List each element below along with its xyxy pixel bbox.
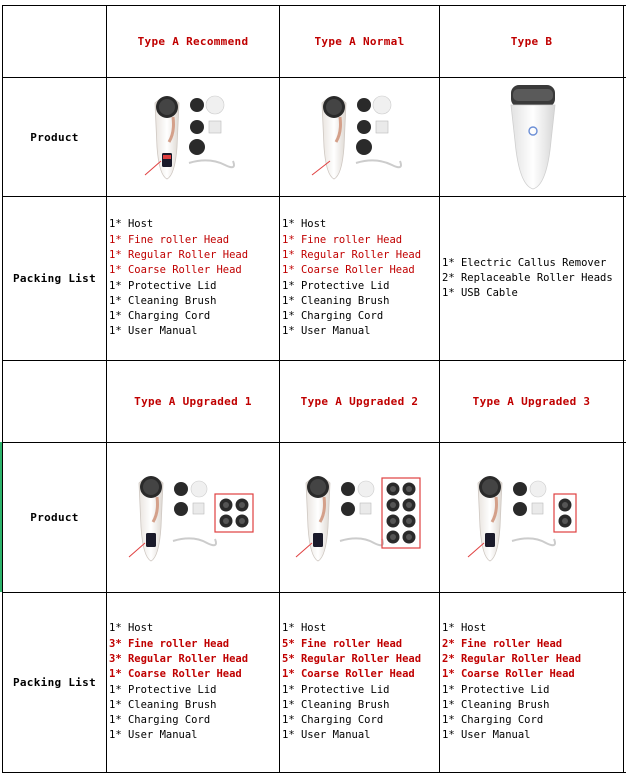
type-a-upgraded-3-header: Type A Upgraded 3: [472, 395, 591, 408]
packing-list-item: 1* Host: [282, 218, 327, 231]
grid-line: [2, 772, 626, 773]
packing-list-item: 1* Protective Lid: [282, 279, 390, 292]
packing-list-type-a-upgraded-2: [280, 593, 439, 772]
packing-list-type-a-recommend: [107, 197, 279, 360]
packing-list-item: 1* Charging Cord: [442, 714, 544, 727]
packing-list-item: 5* Fine roller Head: [282, 637, 403, 650]
type-a-upgraded-2-header: Type A Upgraded 2: [300, 395, 419, 408]
packing-list-item: 1* Host: [109, 622, 154, 635]
product-image-type-a-upgraded-3: [440, 443, 623, 592]
product-row-label: Product: [30, 511, 79, 524]
packing-list-item: 1* User Manual: [282, 729, 371, 742]
packing-list-item: 1* Regular Roller Head: [109, 248, 249, 261]
packing-list-item: 1* User Manual: [109, 325, 198, 338]
packing-list-type-b: [440, 197, 623, 360]
packing-list-item: 1* Charging Cord: [282, 714, 384, 727]
product-image-type-a-recommend: [107, 78, 279, 196]
packing-list-type-a-upgraded-1: [107, 593, 279, 772]
packing-list-item: 2* Replaceable Roller Heads: [442, 271, 613, 284]
packing-list-item: 1* Coarse Roller Head: [442, 668, 575, 681]
packing-list-item: 1* Regular Roller Head: [282, 248, 422, 261]
packing-list-item: 1* Cleaning Brush: [282, 294, 390, 307]
packing-list-item: 1* Protective Lid: [282, 683, 390, 696]
packing-list-item: 1* Fine roller Head: [109, 233, 230, 246]
product-image-type-a-upgraded-1: [107, 443, 279, 592]
packing-list-item: 1* Coarse Roller Head: [282, 264, 415, 277]
packing-list-item: 1* USB Cable: [442, 287, 518, 300]
packing-list-row-label: Packing List: [12, 272, 97, 285]
packing-list-item: 1* Protective Lid: [442, 683, 550, 696]
packing-list-item: 1* Coarse Roller Head: [109, 668, 242, 681]
packing-list-item: 1* Host: [442, 622, 487, 635]
packing-list-item: 1* User Manual: [109, 729, 198, 742]
packing-list-item: 3* Regular Roller Head: [109, 652, 249, 665]
type-a-normal-header: Type A Normal: [314, 35, 405, 48]
packing-list-row-label: Packing List: [12, 676, 97, 689]
device-with-highlighted-heads-icon: [290, 463, 430, 573]
packing-list-item: 1* Cleaning Brush: [109, 698, 217, 711]
packing-list-item: 2* Regular Roller Head: [442, 652, 582, 665]
type-a-recommend-header: Type A Recommend: [137, 35, 249, 48]
product-image-type-a-upgraded-2: [280, 443, 439, 592]
product-row-label: Product: [30, 130, 79, 144]
packing-list-type-a-normal: [280, 197, 439, 360]
packing-list-item: 1* Cleaning Brush: [442, 698, 550, 711]
packing-list-item: 1* Protective Lid: [109, 279, 217, 292]
selection-mark: [0, 442, 2, 592]
packing-list-item: 1* Protective Lid: [109, 683, 217, 696]
packing-list-item: 1* Charging Cord: [109, 310, 211, 323]
product-image-type-a-normal: [280, 78, 439, 196]
packing-list-type-a-upgraded-3: [440, 593, 623, 772]
packing-list-item: 1* Charging Cord: [109, 714, 211, 727]
packing-list-item: 5* Regular Roller Head: [282, 652, 422, 665]
type-a-upgraded-1-header: Type A Upgraded 1: [134, 395, 252, 408]
packing-list-item: 3* Fine roller Head: [109, 637, 230, 650]
packing-list-item: 1* Charging Cord: [282, 310, 384, 323]
packing-list-item: 1* Cleaning Brush: [282, 698, 390, 711]
packing-list-item: 1* Coarse Roller Head: [109, 264, 242, 277]
device-with-highlighted-heads-icon: [462, 463, 602, 573]
packing-list-item: 1* User Manual: [442, 729, 531, 742]
device-with-highlighted-heads-icon: [123, 463, 263, 573]
packing-list-item: 2* Fine roller Head: [442, 637, 563, 650]
packing-list-item: 1* User Manual: [282, 325, 371, 338]
device-with-accessories-icon: [133, 87, 253, 187]
device-with-accessories-icon: [300, 87, 420, 187]
packing-list-item: 1* Host: [282, 622, 327, 635]
packing-list-item: 1* Coarse Roller Head: [282, 668, 415, 681]
type-b-header: Type B: [510, 35, 553, 48]
packing-list-item: 1* Fine roller Head: [282, 233, 403, 246]
packing-list-item: 1* Host: [109, 218, 154, 231]
product-image-type-b: [440, 78, 623, 196]
packing-list-item: 1* Electric Callus Remover: [442, 256, 607, 269]
packing-list-item: 1* Cleaning Brush: [109, 294, 217, 307]
electric-roller-device-icon: [477, 81, 587, 193]
grid-line: [623, 5, 624, 773]
